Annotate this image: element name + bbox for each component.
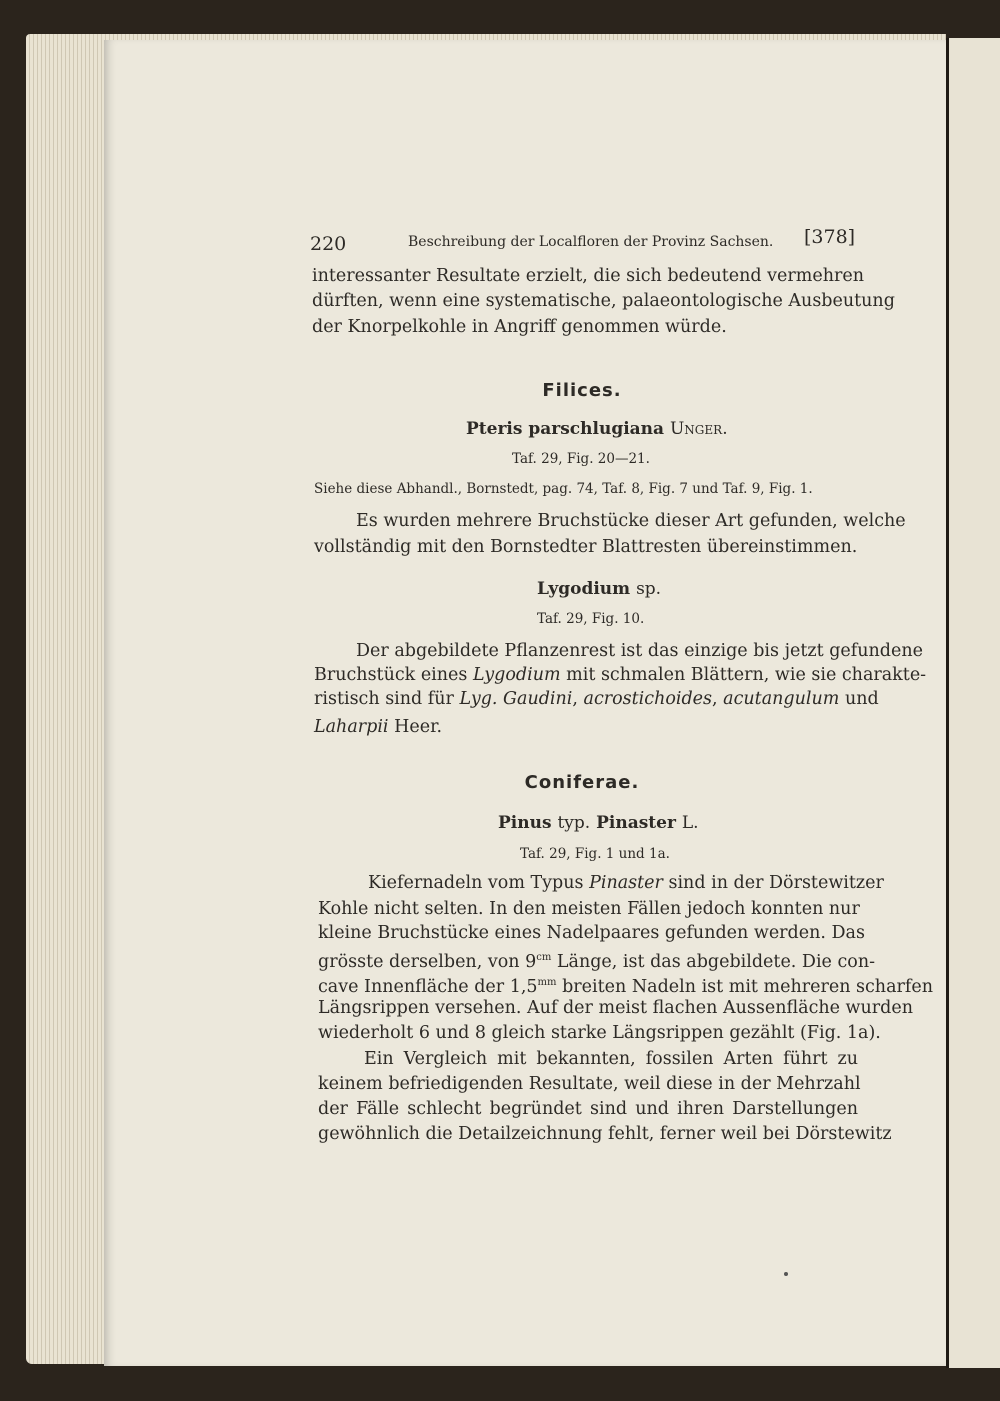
- text-run: Bruchstück eines: [314, 665, 468, 685]
- pinus-text-line-6: Längsrippen versehen. Auf der meist flachen Aussenfläche wurden: [318, 998, 913, 1018]
- lygodium-text-line-1: Der abgebildete Pflanzenrest ist das einzige bis jetzt gefundene: [356, 641, 923, 661]
- text-run: Länge, ist das abgebildete. Die con-: [556, 951, 875, 972]
- species-name: Lygodium: [537, 579, 631, 599]
- intro-line-2: dürften, wenn eine systematische, palaeontologische Ausbeutung: [312, 291, 895, 311]
- ink-speck: [784, 1272, 788, 1276]
- pinus-text-line-11: gewöhnlich die Detailzeichnung fehlt, ferner weil bei Dörstewitz: [318, 1124, 892, 1144]
- species-name: Pinus: [498, 813, 552, 833]
- lygodium-text-line-2: [314, 664, 927, 686]
- italic-term: Lyg. Gaudini: [459, 689, 573, 709]
- text-run: ristisch sind für: [314, 689, 454, 709]
- italic-term: acrostichoides: [583, 689, 713, 709]
- text-run: und: [844, 689, 879, 709]
- pinus-text-line-4: [318, 947, 875, 973]
- plate-reference-pinus: Taf. 29, Fig. 1 und 1a.: [520, 846, 670, 862]
- pinus-text-line-9: keinem befriedigenden Resultate, weil diese in der Mehrzahl: [318, 1074, 861, 1094]
- section-heading-filices: Filices.: [542, 380, 622, 401]
- facing-page-edge: [946, 38, 1000, 1368]
- species-author: L.: [681, 813, 699, 833]
- bracket-number: [378]: [804, 226, 856, 248]
- lygodium-text-line-3: ristisch sind für Lyg. Gaudini, acrostichoides, acutangulum und: [314, 689, 879, 709]
- text-run: mit schmalen Blättern, wie sie charakte-: [566, 665, 927, 685]
- running-title: Beschreibung der Localfloren der Provinz Sachsen.: [408, 234, 774, 250]
- text-run: grösste derselben, von 9: [318, 951, 537, 972]
- species-author: Unger.: [669, 419, 728, 439]
- species-epithet: Pinaster: [596, 813, 676, 833]
- pinus-text-line-3: kleine Bruchstücke eines Nadelpaares gefunden werden. Das: [318, 923, 865, 943]
- literature-reference-pteris: Siehe diese Abhandl., Bornstedt, pag. 74, Taf. 8, Fig. 7 und Taf. 9, Fig. 1.: [314, 481, 813, 497]
- text-run: Heer.: [394, 717, 443, 737]
- pteris-text-line-1: Es wurden mehrere Bruchstücke dieser Art gefunden, welche: [356, 511, 906, 531]
- pinus-text-line-10: der Fälle schlecht begründet sind und ihren Darstellungen: [318, 1099, 858, 1119]
- page-number: 220: [310, 233, 347, 255]
- plate-reference-lygodium: Taf. 29, Fig. 10.: [537, 611, 645, 627]
- species-title-pinus: [498, 812, 699, 834]
- text-run: breiten Nadeln ist mit mehreren scharfen: [562, 976, 933, 997]
- section-heading-coniferae: Coniferae.: [524, 772, 640, 793]
- unit-superscript: mm: [537, 977, 557, 988]
- species-type: typ.: [557, 813, 591, 833]
- italic-term: Pinaster: [589, 873, 663, 893]
- intro-line-1: interessanter Resultate erzielt, die sich bedeutend vermehren: [312, 266, 864, 286]
- pteris-text-line-2: vollständig mit den Bornstedter Blattresten übereinstimmen.: [314, 537, 858, 557]
- text-run: sind in der Dörstewitzer: [668, 873, 884, 893]
- unit-superscript: cm: [536, 952, 552, 963]
- pinus-text-line-1: [368, 872, 884, 894]
- italic-term: Laharpii: [314, 717, 389, 737]
- text-run: Kiefernadeln vom Typus: [368, 873, 584, 893]
- italic-term: acutangulum: [723, 689, 840, 709]
- species-title-pteris: [466, 418, 728, 440]
- lygodium-text-line-4: [314, 716, 442, 738]
- species-title-lygodium: [537, 578, 661, 600]
- plate-reference-pteris: Taf. 29, Fig. 20—21.: [512, 451, 650, 467]
- pinus-text-line-7: wiederholt 6 und 8 gleich starke Längsrippen gezählt (Fig. 1a).: [318, 1023, 881, 1043]
- text-run: cave Innenfläche der 1,5: [318, 976, 538, 997]
- italic-term: Lygodium: [472, 665, 561, 685]
- species-name: Pteris parschlugiana: [466, 419, 665, 439]
- species-suffix: sp.: [636, 579, 662, 599]
- pinus-text-line-2: Kohle nicht selten. In den meisten Fällen jedoch konnten nur: [318, 899, 860, 919]
- intro-line-3: der Knorpelkohle in Angriff genommen würde.: [312, 317, 727, 337]
- pinus-text-line-8: Ein Vergleich mit bekannten, fossilen Arten führt zu: [364, 1049, 858, 1069]
- pinus-text-line-5: [318, 972, 933, 998]
